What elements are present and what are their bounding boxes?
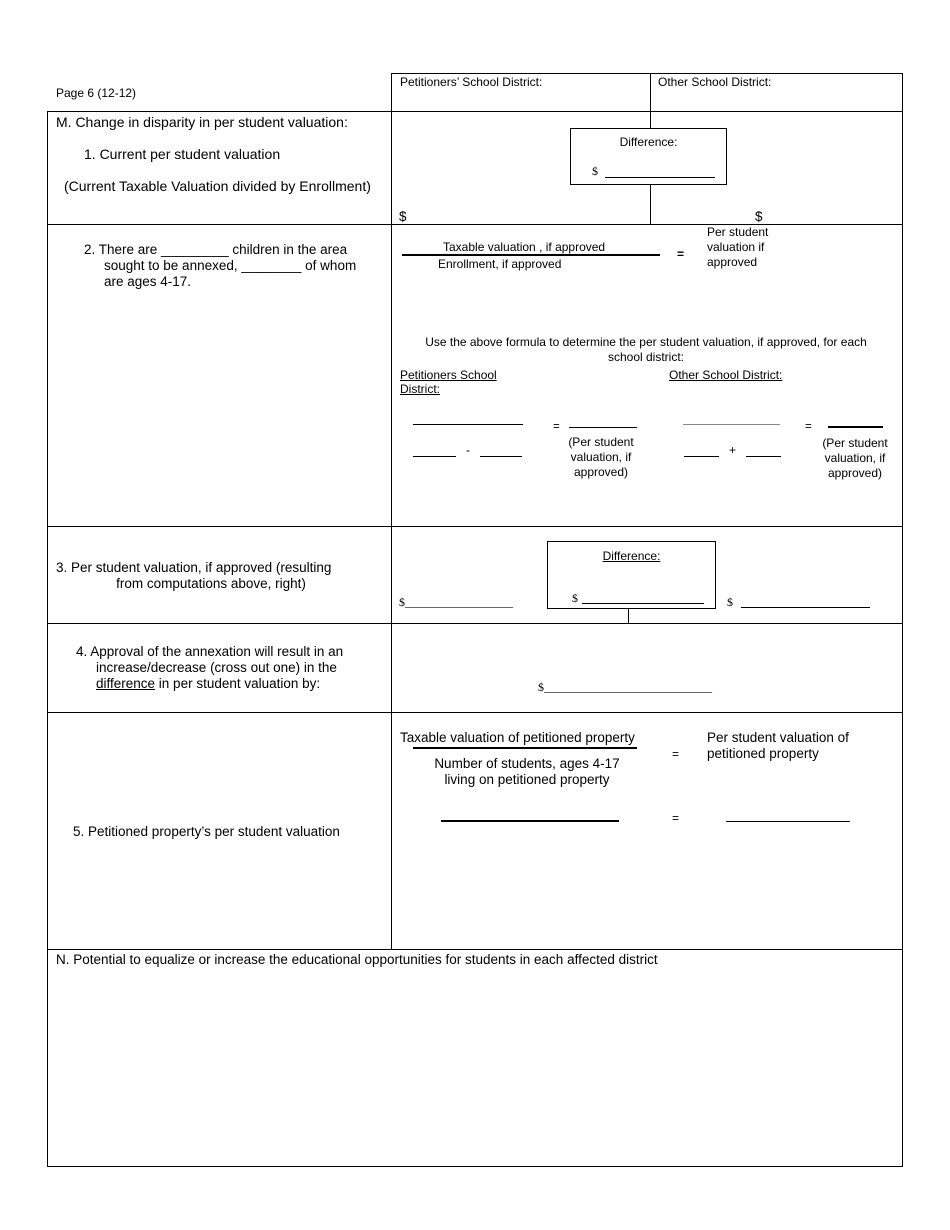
item4-label-line3-rest: in per student valuation by:: [155, 676, 321, 691]
item2-text-line3: are ages 4-17.: [104, 274, 192, 289]
formula-denominator: Enrollment, if approved: [438, 257, 562, 271]
item2-text: [84, 242, 356, 290]
petitioners-valuation-input[interactable]: [413, 424, 523, 425]
petitioners-result-line2: valuation, if: [570, 450, 632, 464]
other-approved-input[interactable]: [741, 607, 870, 608]
item1-note: (Current Taxable Valuation divided by Enrollment): [64, 178, 371, 194]
other-result-input[interactable]: [828, 426, 883, 428]
formula-equals: =: [677, 247, 685, 261]
formula-result-line3: approved: [707, 255, 758, 269]
difference-label-2: Difference:: [602, 549, 661, 563]
other-valuation-input[interactable]: [683, 424, 780, 425]
petitioners-result-line3: approved): [573, 465, 629, 479]
item5-numerator: Taxable valuation of petitioned property: [400, 730, 635, 745]
item5-denominator-line2: living on petitioned property: [444, 772, 610, 787]
petitioners-result-caption: [556, 435, 646, 480]
difference-dollar-1: $: [592, 164, 598, 178]
item5-computation-input[interactable]: [441, 820, 619, 822]
difference-label-1: Difference:: [619, 135, 678, 149]
annexation-difference-value[interactable]: $____________________________: [538, 680, 712, 694]
item3-label-line2: from computations above, right): [116, 576, 306, 591]
item4-label-line1: 4. Approval of the annexation will result in an: [76, 644, 344, 659]
formula-numerator: Taxable valuation , if approved: [443, 240, 606, 254]
petitioners-school-label-line1: Petitioners School: [400, 368, 497, 382]
petitioners-school-label: [400, 368, 497, 396]
other-district-header: Other School District:: [658, 75, 772, 89]
petitioners-minus-sign: -: [466, 443, 470, 457]
other-result-line2: valuation, if: [824, 451, 886, 465]
other-students-input[interactable]: [746, 456, 781, 457]
other-result-equals: =: [805, 421, 812, 433]
difference-dollar-2: $: [572, 591, 578, 605]
item5-computation-equals: =: [672, 811, 680, 825]
formula-result: [707, 225, 768, 270]
item5-result-line2: petitioned property: [707, 746, 819, 761]
item5-result-line1: Per student valuation of: [707, 730, 849, 745]
difference-box-2: [547, 541, 716, 609]
other-enrollment-input[interactable]: [684, 456, 719, 457]
section-n-heading: N. Potential to equalize or increase the educational opportunities for students in each affected district: [56, 952, 658, 967]
page-label: Page 6 (12-12): [56, 86, 137, 100]
item3-label: [56, 560, 366, 592]
other-plus-sign: +: [729, 443, 737, 457]
item3-label-line1: 3. Per student valuation, if approved (resulting: [56, 560, 332, 575]
item5-denominator: [413, 756, 641, 788]
formula-result-line1: Per student: [707, 225, 769, 239]
formula-result-line2: valuation if: [707, 240, 765, 254]
other-approved-dollar: $: [727, 595, 733, 609]
other-result-caption: [812, 436, 898, 481]
instructions-line2: school district:: [607, 350, 685, 364]
item4-label: [76, 644, 343, 692]
item5-fraction-bar: [413, 747, 637, 749]
petitioners-result-line1: (Per student: [568, 435, 634, 449]
item2-text-line2: sought to be annexed, ________ of whom: [104, 258, 357, 273]
petitioners-result-equals: =: [553, 421, 560, 433]
other-result-line1: (Per student: [822, 436, 888, 450]
item5-equals: =: [672, 747, 680, 761]
item1-label: 1. Current per student valuation: [84, 146, 281, 162]
other-result-line3: approved): [827, 466, 883, 480]
petitioners-approved-value[interactable]: $__________________: [399, 595, 513, 609]
other-current-dollar: $: [755, 209, 763, 224]
instructions-line1: Use the above formula to determine the per student valuation, if approved, for each: [425, 335, 867, 349]
difference-input-1[interactable]: [605, 177, 715, 178]
item4-difference-word: difference: [96, 676, 156, 691]
item4-label-line2: increase/decrease (cross out one) in the: [96, 660, 337, 675]
section-m-heading: M. Change in disparity in per student valuation:: [56, 114, 348, 130]
petitioners-district-header: Petitioners’ School District:: [400, 75, 543, 89]
section-n-response-area[interactable]: [50, 972, 900, 1162]
item5-denominator-line1: Number of students, ages 4-17: [434, 756, 620, 771]
petitioners-current-dollar: $: [399, 209, 407, 224]
petitioners-students-input[interactable]: [480, 456, 522, 457]
difference-box-1: [570, 128, 727, 185]
petitioners-enrollment-input[interactable]: [413, 456, 456, 457]
petitioners-school-label-line2: District:: [400, 382, 440, 396]
petitioners-result-input[interactable]: [569, 427, 637, 428]
item2-text-line1: 2. There are _________ children in the area: [84, 242, 348, 257]
item5-result: [707, 730, 849, 762]
difference-input-2[interactable]: [582, 603, 704, 604]
item5-label: 5. Petitioned property’s per student valuation: [73, 824, 340, 839]
other-school-label: Other School District:: [669, 368, 783, 382]
instructions: [396, 335, 896, 365]
item5-result-input[interactable]: [726, 821, 850, 822]
formula-fraction-bar: [402, 254, 660, 256]
